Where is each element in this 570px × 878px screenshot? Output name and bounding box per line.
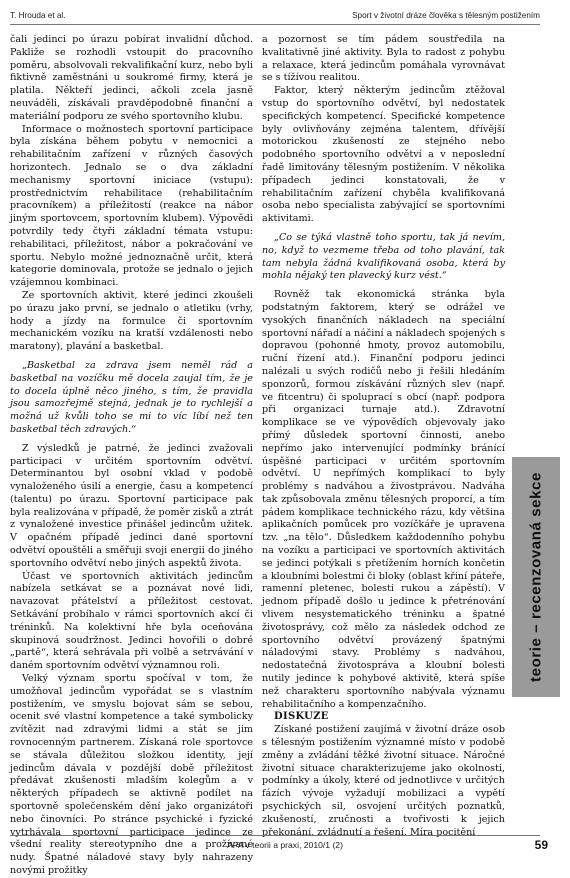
header-divider: [10, 24, 540, 25]
right-column: [262, 34, 505, 839]
paragraph: čali jedinci po úrazu pobírat invalidní důchod. Pakliže se rozhodli vstoupit do pracovního poměru, absolvovali rekvalifikační kurz, nebo byli fiktivně zaměstnáni u soukromé firmy, která je platila. Někteří jedinci, ačkoli zcela jasně neuváděli, získávali pravděpodobně finanční a materiální podporu ze svého sportovního klubu.: [10, 34, 253, 122]
footer-divider: [10, 835, 540, 836]
paragraph: Velký význam sportu spočíval v tom, že umožňoval jedincům vypořádat se s vlastním postižením, ve smyslu bojovat sám se sebou, ocenit své vlastní kompetence a také symbolicky zvítězit nad zdravými lidmi a stát se jim rovnocenným partnerem. Získaná role sportovce se stávala důležitou složkou identity, její jedincům dávala v pozdější době příležitost předávat zkušenosti mladším kolegům a v některých případech se aktivně podílet na sportovně společenském dění jako organizátoři nebo činovníci. Po stránce psychické i fyzické vytrhávala sportovní participace jedince ze všední reality stereotypního dne a prožívané nudy. Špatné náladové stavy byly nahrazeny novými prožitky: [10, 673, 253, 876]
section-tab-label: teorie – recenzovaná sekce: [527, 472, 545, 682]
paragraph: Účast ve sportovních aktivitách jedincům nabízela setkávat se a poznávat nové lidi, navazovat přátelství a příležitost cestovat. Setkávání probíhalo v rámci sportovních akcí či tréninků. Na kolektivní hře byla oceňována skupinová soudržnost. Jedinci hovořili o dobré „partě“, která sehrávala při volbě a setrvávání v daném sportovním odvětví významnou roli.: [10, 570, 253, 672]
paragraph: Ze sportovních aktivit, které jedinci zkoušeli po úrazu jako první, se jednalo o atletiku (vrhy, hody a jízdy na formulce či sportovním mechanickém vozíku na kratší vzdálenosti nebo maratony), plavání a basketbal.: [10, 289, 253, 353]
header-running-title: Sport v životní dráze člověka s tělesným postižením: [352, 11, 540, 20]
footer-journal: APA v teorii a praxi, 2010/1 (2): [227, 840, 343, 850]
left-column: [10, 34, 253, 878]
section-tab: [512, 457, 560, 697]
section-heading: DISKUZE: [274, 711, 329, 723]
paragraph: Rovněž tak ekonomická stránka byla podstatným faktorem, který se odrážel ve vysokých finančních nákladech na speciální sportovní nářadí a náčiní a nákladech spojených s dopravou (pohonné hmoty, provoz automobilu, ruční řízení atd.). Finanční podporu jedinci nalézali u svých rodičů nebo ji řešili hledáním sponzorů, formou získávání různých slev (např. ve fitcentru) či spoluprací s obcí (např. podpora při organizaci turnaje atd.). Zdravotní komplikace se ve výpovědích objevovaly jako přímý důsledek sportovní činnosti, anebo nepřímo jako intervenující podmínky bránící úspěšné participaci v určitém sportovním odvětví. U nepřímých komplikací to byly problémy s nadváhou a živostprávou. Nadváha tak způsobovala změnu tělesných proporcí, a tím pádem komplikace technického rázu, kdy většina aplikačních pomůcek pro vozíčkáře je upravena tzv. „na tělo“. Důsledkem každodenního pohybu na vozíku a participaci ve sportovních aktivitách se jedinci potýkali s přetížením horních končetin a kloubními bolestmi či bloky (oblast křiní páteře, ramenní pletenec, bolesti rukou a zápěstí). V jednom případě došlo u jedince k přetrénování vlivem nesystematického tréninku a špatné životosprávy, což mělo za následek odchod ze sportovního odvětví provázený špatnými náladovými stavy. Problémy s nadváhou, nedostatečná životospráva a kloubní bolesti nutily jedince k pohybové aktivitě, která spíše než charakteru sportovního nabývala významu rehabilitačního a kompenzačního.: [262, 289, 505, 710]
paragraph: a pozornost se tím pádem soustředila na kvalitativně jiné aktivity. Byla to radost z pohybu a relaxace, která jedincům pomáhala vyrovnávat se s tížívou realitou.: [262, 34, 505, 84]
interview-quote: „Basketbal za zdrava jsem neměl rád a basketbal na vozíčku mě docela zaujal tím, že je to docela úplně něco jiného, s tím, že pravidla jsou samozřejmě stejná, jednak je to rychlejší a možná už kvůli toho se mi to víc líbí než ten basketbal těch zdravých.“: [10, 359, 253, 435]
paragraph: Informace o možnostech sportovní participace byla získána během pobytu v nemocnici a rehabilitačním zařízení v různých časových horizontech. Jednalo se o dva základní mechanismy sportovní iniciace (vstupu): prostřednictvím rehabilitace (rehabilitačním pracovníkem) a příležitostí (reakce na nábor jiným sportovcem, sportovním klubem). Výpovědi potvrdily tedy čtyři základní témata vstupu: rehabilitaci, příležitost, nábor a pokračování ve sportu. Nebylo možné jednoznačně určit, která kategorie dominovala, protože se jednalo o jejich vzájemnou kombinaci.: [10, 123, 253, 289]
paragraph: Z výsledků je patrné, že jedinci zvažovali participaci v určitém sportovním odvětví. Determinantou byl osobní vklad v podobě vynaloženého úsilí a energie, času a kompetencí (talentu) po úrazu. Sportovní participace pak byla realizována v případě, že poměr zisků a ztrát z vynaložené investice přinášel jedincům užitek. V opačném případě jedinci dané sportovní odvětví opouštěli a směřuji svoji energii do jiného sportovního odvětví nebo jiných aspektů života.: [10, 442, 253, 569]
paragraph: Získané postižení zaujímá v životní dráze osob s tělesným postižením významné místo v podobě změny a zvládání těžké životní situace. Náročné životní situace charakterizujeme jako okolnosti, podmínky a úkoly, které od jednotlivce v určitých fázích vývoje vyžadují mobilizaci a vypětí psychických sil, osvojení určitých poznatků, zkušeností, zručnosti a tvořivosti k jejich překonání, zvládnutí a řešení. Míra pocitění: [262, 724, 505, 838]
header-authors: T. Hrouda et al.: [10, 11, 66, 20]
interview-quote: „Co se týká vlastně toho sportu, tak já nevím, no, když to vezmeme třeba od toho plavání, tak tam nebyla žádná kvalifikovaná osoba, která by mohla nějaký ten plavecký kurz vést.“: [262, 231, 505, 282]
paragraph: Faktor, který některým jedincům ztěžoval vstup do sportovního odvětví, byl nedostatek specifických kompetencí. Specifické kompetence byly ovlivňovány zejména talentem, dřívější motorickou zkušeností ze stejného nebo podobného sportovního odvětví a v neposlední řadě limitovány tělesným postižením. V několika případech jedinci konstatovali, že v rehabilitačním zařízení chyběla kvalifikovaná osoba nebo specialista zabývající se sportovními aktivitami.: [262, 85, 505, 225]
page-number: 59: [534, 838, 548, 852]
